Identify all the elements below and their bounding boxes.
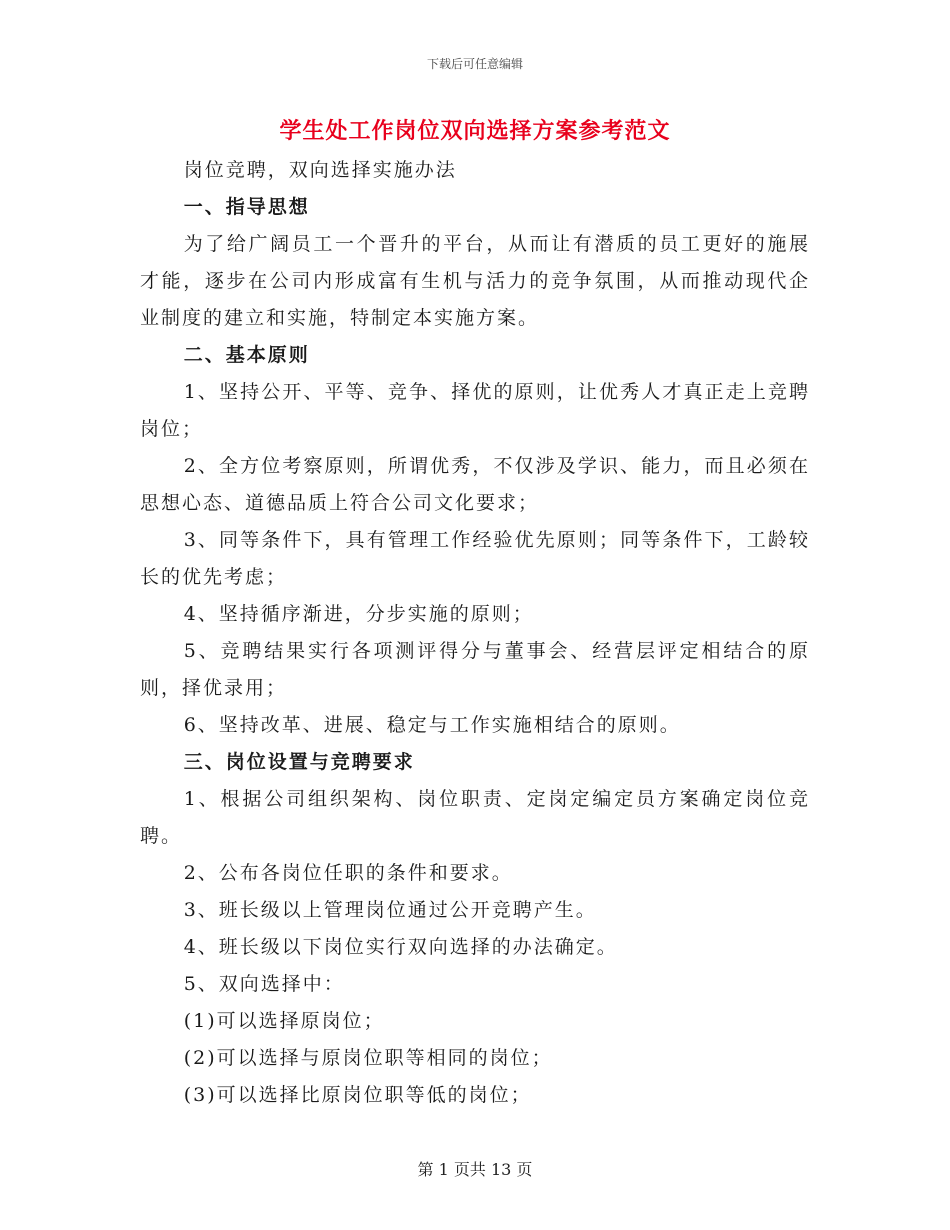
document-body bbox=[140, 152, 810, 1114]
paragraph: 3、同等条件下，具有管理工作经验优先原则；同等条件下，工龄较长的优先考虑； bbox=[140, 529, 810, 588]
header-note: 下载后可任意编辑 bbox=[426, 57, 523, 71]
paragraph: 5、竞聘结果实行各项测评得分与董事会、经营层评定相结合的原则，择优录用； bbox=[140, 640, 810, 699]
document-title: 学生处工作岗位双向选择方案参考范文 bbox=[279, 118, 671, 144]
paragraph: 6、坚持改革、进展、稳定与工作实施相结合的原则。 bbox=[183, 714, 681, 736]
section-heading: 一、指导思想 bbox=[183, 196, 310, 218]
paragraph: 2、全方位考察原则，所谓优秀，不仅涉及学识、能力，而且必须在思想心态、道德品质上符合公司文化要求； bbox=[140, 455, 810, 514]
section-heading: 三、岗位设置与竞聘要求 bbox=[183, 751, 415, 773]
section-heading: 二、基本原则 bbox=[183, 344, 310, 366]
paragraph: 为了给广阔员工一个晋升的平台，从而让有潜质的员工更好的施展才能，逐步在公司内形成富有生机与活力的竞争氛围，从而推动现代企业制度的建立和实施，特制定本实施方案。 bbox=[140, 233, 810, 329]
paragraph: (3)可以选择比原岗位职等低的岗位； bbox=[183, 1084, 532, 1106]
paragraph: (2)可以选择与原岗位职等相同的岗位； bbox=[183, 1047, 553, 1069]
paragraph: 3、班长级以上管理岗位通过公开竞聘产生。 bbox=[183, 899, 597, 921]
paragraph: 5、双向选择中： bbox=[183, 973, 345, 995]
paragraph: 4、坚持循序渐进，分步实施的原则； bbox=[183, 603, 534, 625]
paragraph: 1、根据公司组织架构、岗位职责、定岗定编定员方案确定岗位竞聘。 bbox=[140, 788, 810, 847]
paragraph: 2、公布各岗位任职的条件和要求。 bbox=[183, 862, 513, 884]
page-footer: 第 1 页共 13 页 bbox=[417, 1160, 533, 1179]
paragraph: 岗位竞聘，双向选择实施办法 bbox=[183, 159, 457, 181]
paragraph: 4、班长级以下岗位实行双向选择的办法确定。 bbox=[183, 936, 618, 958]
paragraph: (1)可以选择原岗位； bbox=[183, 1010, 385, 1032]
paragraph: 1、坚持公开、平等、竞争、择优的原则，让优秀人才真正走上竞聘岗位； bbox=[140, 381, 810, 440]
